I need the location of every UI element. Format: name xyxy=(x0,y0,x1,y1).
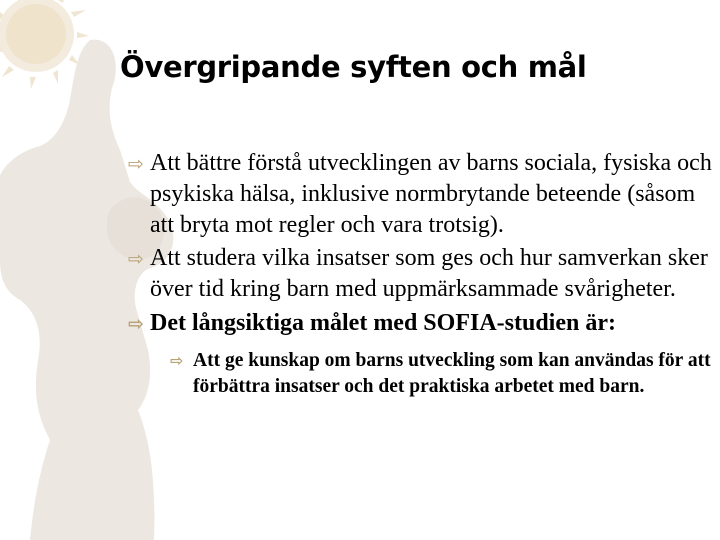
arrow-right-icon: ⇨ xyxy=(128,248,144,270)
bullet-item xyxy=(128,148,718,241)
arrow-right-icon: ⇨ xyxy=(170,351,184,370)
bullet-text: Att studera vilka insatser som ges och hur samverkan sker över tid kring barn med uppmärksammade svårigheter. xyxy=(150,245,708,302)
bullet-text: Det långsiktiga målet med SOFIA-studien är: xyxy=(150,310,616,336)
arrow-right-icon: ⇨ xyxy=(128,153,144,175)
sub-bullet-item xyxy=(170,348,718,400)
bullet-list xyxy=(128,148,718,400)
bullet-item xyxy=(128,308,718,400)
bullet-text: Att bättre förstå utvecklingen av barns sociala, fysiska och psykiska hälsa, inklusive normbrytande beteende (såsom att bryta mot regler och vara trotsig). xyxy=(150,150,712,238)
arrow-right-icon: ⇨ xyxy=(128,313,144,335)
sub-bullet-list xyxy=(150,348,718,400)
slide-title: Övergripande syften och mål xyxy=(120,50,587,84)
sub-bullet-text: Att ge kunskap om barns utveckling som kan användas för att förbättra insatser och det praktiska arbetet med barn. xyxy=(193,350,711,397)
bullet-item xyxy=(128,243,718,305)
